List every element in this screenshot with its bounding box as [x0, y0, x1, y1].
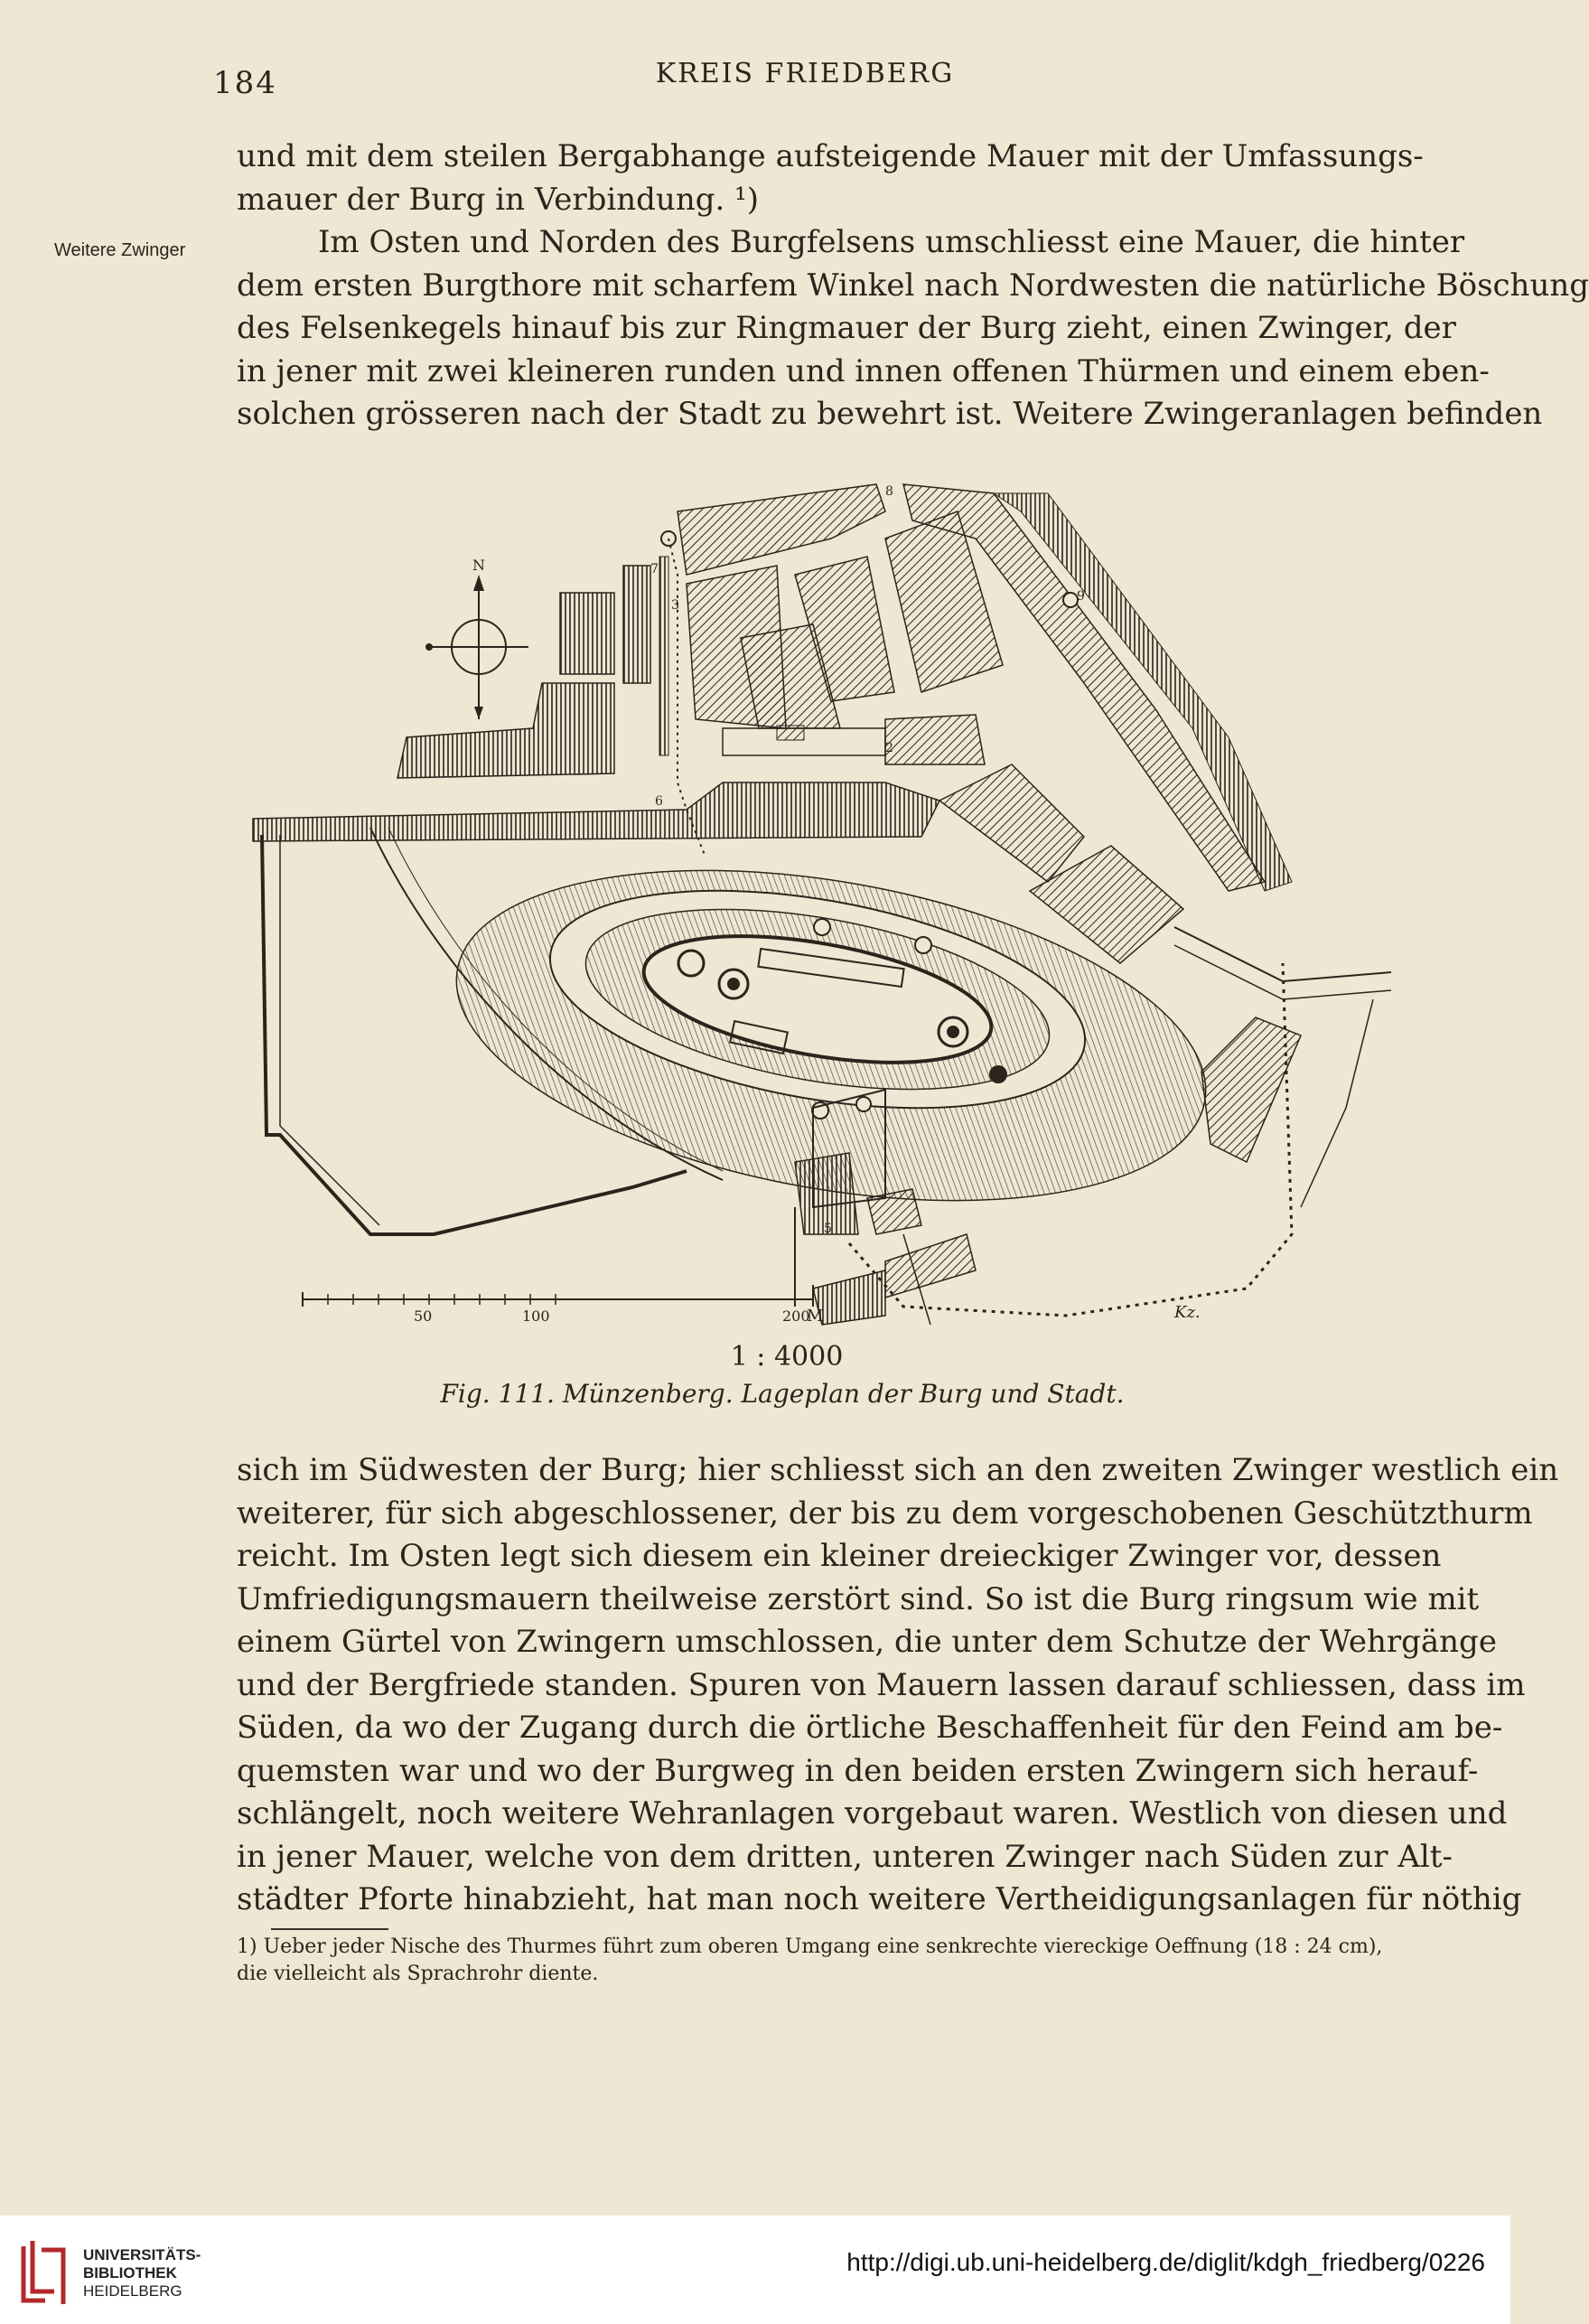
- plan-number: 6: [655, 794, 663, 809]
- source-url-link[interactable]: http://digi.ub.uni-heidelberg.de/diglit/kdgh_friedberg/0226: [846, 2248, 1485, 2276]
- eastern-road: [1174, 927, 1391, 1207]
- plan-number: 8: [885, 484, 893, 499]
- paragraph-continuation: [237, 136, 1424, 221]
- text-line: des Felsenkegels hinauf bis zur Ringmauer der Burg zieht, einen Zwinger, der: [237, 310, 1456, 346]
- plan-number: 5: [824, 1222, 832, 1236]
- scale-label-50: 50: [414, 1307, 433, 1325]
- site-plan-map: [253, 457, 1409, 1337]
- library-name-line: HEIDELBERG: [83, 2282, 182, 2300]
- text-line: solchen grösseren nach der Stadt zu bewehrt ist. Weitere Zwingeranlagen befinden: [237, 396, 1543, 432]
- scale-ratio: 1 : 4000: [730, 1341, 844, 1373]
- paragraph-southwest: [237, 1449, 1559, 1922]
- footnote-line: die vielleicht als Sprachrohr diente.: [237, 1963, 599, 1985]
- scale-label-200: 200: [782, 1307, 810, 1325]
- scale-label-100: 100: [522, 1307, 550, 1325]
- text-line: quemsten war und wo der Burgweg in den beiden ersten Zwingern sich herauf-: [237, 1752, 1479, 1789]
- digitization-footer: [0, 2216, 1510, 2324]
- figure-caption: Fig. 111. Münzenberg. Lageplan der Burg und Stadt.: [440, 1379, 1125, 1409]
- compass-rose-icon: [425, 575, 528, 719]
- text-line: und der Bergfriede standen. Spuren von Mauern lassen darauf schliessen, dass im: [237, 1666, 1526, 1703]
- library-name-line: UNIVERSITÄTS-: [83, 2246, 201, 2263]
- text-line: und mit dem steilen Bergabhange aufsteigende Mauer mit der Umfassungs-: [237, 138, 1424, 174]
- engraver-signature: Kz.: [1174, 1303, 1201, 1322]
- text-line: reicht. Im Osten legt sich diesem ein kleiner dreieckiger Zwinger vor, dessen: [237, 1538, 1442, 1574]
- text-line: sich im Südwesten der Burg; hier schliesst sich an den zweiten Zwinger westlich ein: [237, 1452, 1559, 1488]
- text-line: in jener Mauer, welche von dem dritten, unteren Zwinger nach Süden zur Alt-: [237, 1838, 1453, 1875]
- running-title: KREIS FRIEDBERG: [655, 58, 955, 89]
- paragraph-zwinger: [237, 221, 1589, 436]
- text-line: schlängelt, noch weitere Wehranlagen vorgebaut waren. Westlich von diesen und: [237, 1795, 1508, 1832]
- text-line: städter Pforte hinabzieht, hat man noch weitere Vertheidigungsanlagen für nöthig: [237, 1881, 1522, 1917]
- scale-unit-m: M: [807, 1307, 824, 1326]
- text-line: in jener mit zwei kleineren runden und innen offenen Thürmen und einem eben-: [237, 352, 1490, 389]
- footnote-line: 1) Ueber jeder Nische des Thurmes führt zum oberen Umgang eine senkrechte viereckige Oeffnung (18 : 24 cm),: [237, 1935, 1383, 1958]
- plan-number: 2: [885, 741, 893, 755]
- text-line: mauer der Burg in Verbindung. ¹): [237, 181, 759, 218]
- compass-north-label: N: [472, 557, 485, 574]
- text-line: Süden, da wo der Zugang durch die örtliche Beschaffenheit für den Feind am be-: [237, 1710, 1503, 1746]
- plan-number: 7: [650, 562, 659, 576]
- plan-number: 9: [1077, 589, 1085, 604]
- library-name: [83, 2246, 201, 2301]
- library-name-line: BIBLIOTHEK: [83, 2264, 177, 2282]
- text-line: einem Gürtel von Zwingern umschlossen, die unter dem Schutze der Wehrgänge: [237, 1624, 1497, 1660]
- footnote-rule: [271, 1928, 388, 1930]
- text-line: weiterer, für sich abgeschlossener, der bis zu dem vorgeschobenen Geschützthurm: [237, 1495, 1533, 1532]
- margin-note: Weitere Zwinger: [54, 240, 186, 260]
- scale-bar: [303, 1285, 813, 1307]
- text-line: dem ersten Burgthore mit scharfem Winkel nach Nordwesten die natürliche Böschung: [237, 267, 1589, 304]
- library-logo-icon: [18, 2237, 69, 2310]
- page-number: 184: [213, 65, 277, 101]
- text-line: Im Osten und Norden des Burgfelsens umschliesst eine Mauer, die hinter: [318, 224, 1465, 260]
- text-line: Umfriedigungsmauern theilweise zerstört sind. So ist die Burg ringsum wie mit: [237, 1580, 1480, 1617]
- footnote: [237, 1934, 1420, 1988]
- site-plan-figure: [253, 457, 1409, 1337]
- plan-number: 3: [671, 598, 679, 613]
